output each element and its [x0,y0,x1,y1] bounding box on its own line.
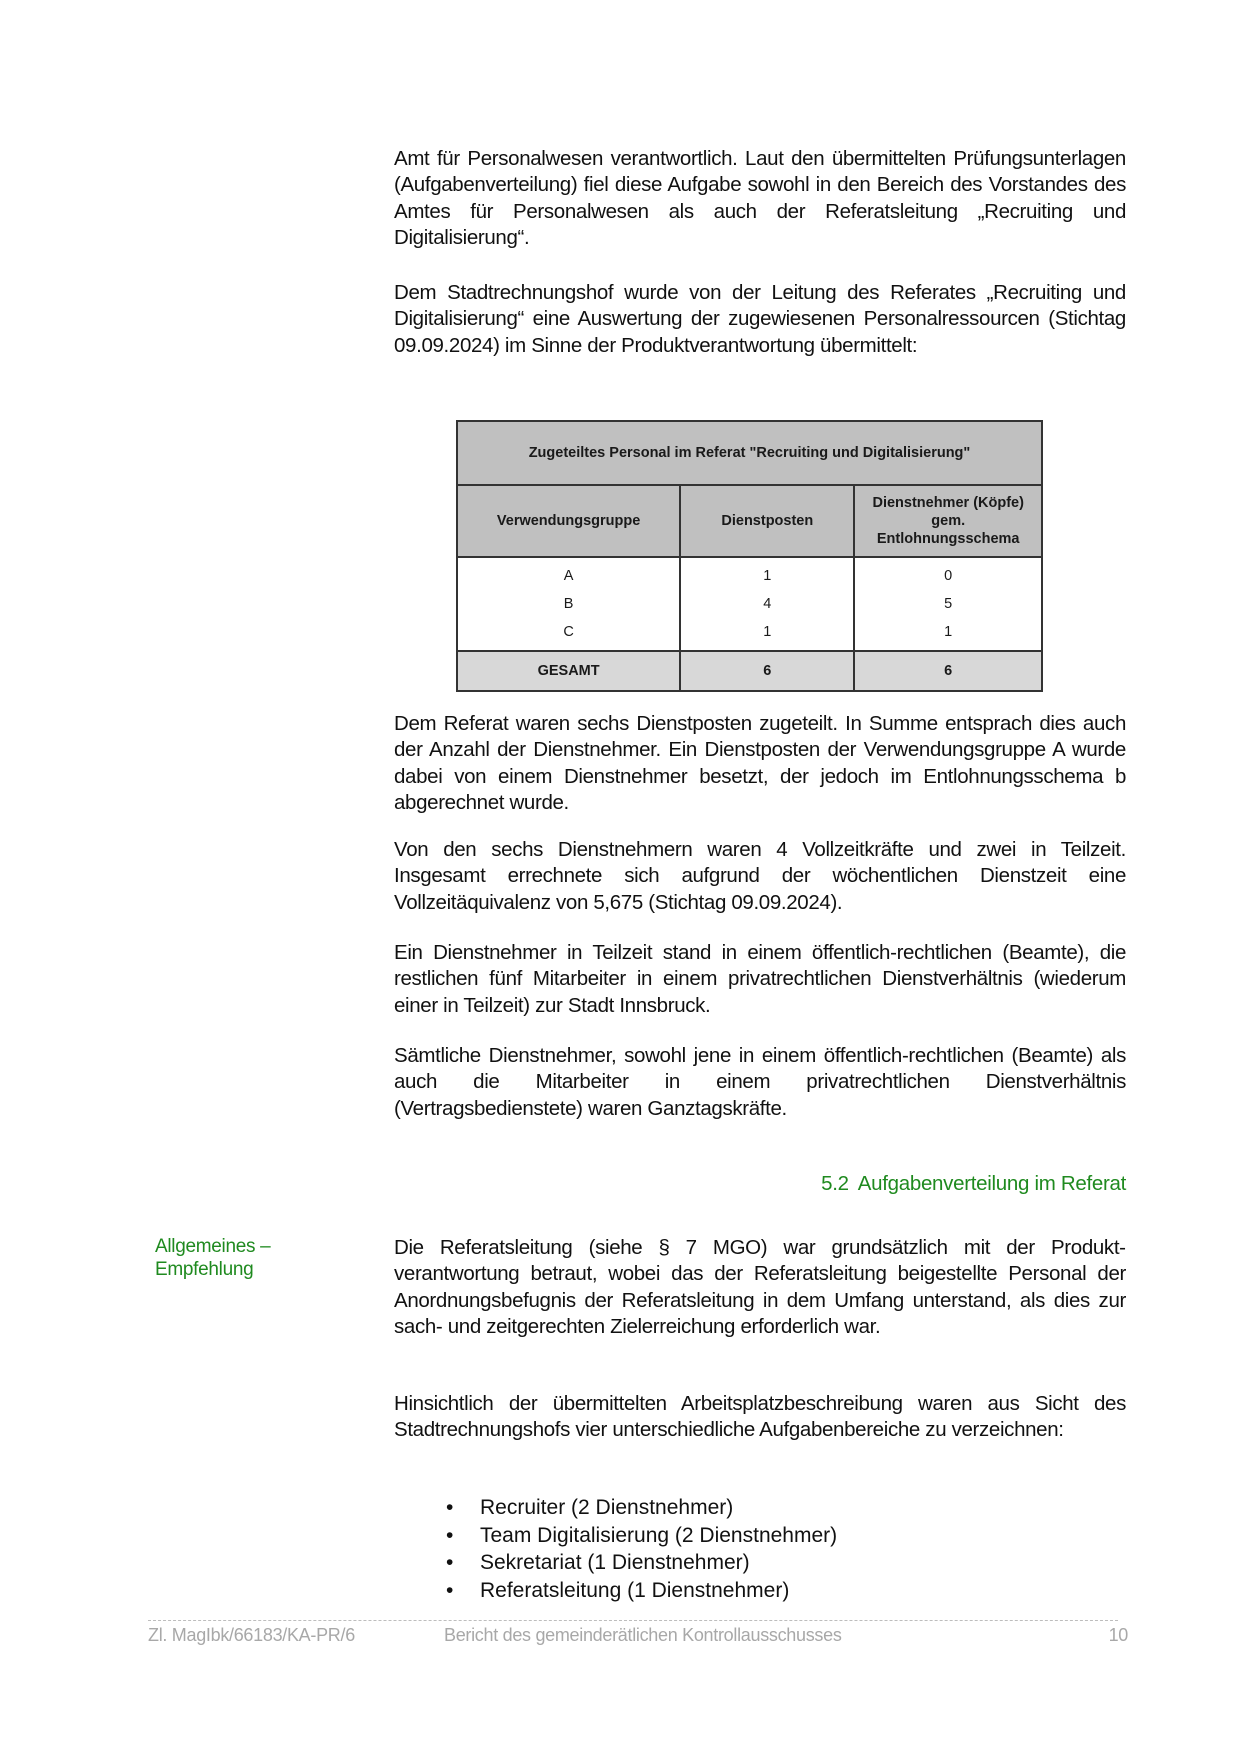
cell-employees: 1 [854,618,1042,651]
bullet-icon: • [446,1523,454,1547]
paragraph-posts-summary: Dem Referat waren sechs Dienstposten zugeteilt. In Summe entsprach dies auch der Anzahl der Dienstnehmer. Ein Dienstposten der Verwendungsgruppe A wurde dabei von einem Dienstnehmer besetzt, der jedoch im Entlohnungsschema b abgerechnet wurde. [394,712,1126,815]
list-item [394,1577,837,1605]
margin-note [155,1235,270,1281]
section-heading [821,1172,1126,1196]
table-total-row [457,651,1042,691]
personnel-table [456,420,1043,692]
cell-total-label: GESAMT [457,651,680,691]
paragraph-product-responsibility: Die Referatsleitung (siehe § 7 MGO) war grundsätzlich mit der Produktverantwortung betraut, wobei das der Referatsleitung beigestellte Personal der Anordnungsbefugnis der Referatsleitung in dem Umfang unterstand, als dies zur sach- und zeitgerechten Zielerreichung erforderlich war. [394,1236,1126,1339]
cell-group: B [457,590,680,618]
paragraph-responsibility: Amt für Personalwesen verantwortlich. Laut den übermittelten Prüfungsunterlagen (Aufgabenverteilung) fiel diese Aufgabe sowohl in den Bereich des Vorstandes des Amtes für Personalwesen als auch der Referatsleitung „Recruiting und Digitalisierung“. [394,147,1126,250]
cell-group: A [457,557,680,590]
bullet-icon: • [446,1551,454,1574]
cell-employees: 5 [854,590,1042,618]
list-item-text: Team Digitalisierung (2 Dienstnehmer) [480,1523,838,1547]
cell-posts: 1 [680,618,854,651]
paragraph-employment-relations: Ein Dienstnehmer in Teilzeit stand in einem öffentlich-rechtlichen (Beamte), die restlichen fünf Mitarbeiter in einem privatrechtlichen Dienstverhältnis (wiederum einer in Teilzeit) zur Stadt Innsbruck. [394,941,1126,1017]
header-line: Entlohnungsschema [876,531,1020,547]
section-title: Aufgabenverteilung im Referat [857,1172,1126,1195]
table-row [457,618,1042,651]
list-item [394,1549,837,1577]
cell-posts: 4 [680,590,854,618]
margin-note-line: Allgemeines – [155,1236,271,1257]
task-area-list [394,1494,837,1604]
table-row [457,557,1042,590]
column-header-dienstnehmer [854,485,1042,557]
section-number: 5.2 [821,1172,849,1195]
paragraph-evaluation-intro: Dem Stadtrechnungshof wurde von der Leitung des Referates „Recruiting und Digitalisierung“ eine Auswertung der zugewiesenen Personalressourcen (Stichtag 09.09.2024) im Sinne der Produktverantwortung übermittelt: [394,281,1126,357]
list-item-text: Recruiter (2 Dienstnehmer) [480,1496,734,1519]
cell-group: C [457,618,680,651]
list-item [394,1494,837,1522]
footer-divider [148,1620,1118,1621]
cell-employees: 0 [854,557,1042,590]
page-number: 10 [1108,1625,1128,1645]
paragraph-fullday-staff: Sämtliche Dienstnehmer, sowohl jene in einem öffentlich-rechtlichen (Beamte) als auch die Mitarbeiter in einem privatrechtlichen Dienstverhältnis (Vertragsbedienstete) waren Ganztagskräfte. [394,1044,1126,1120]
list-item-text: Sekretariat (1 Dienstnehmer) [480,1551,750,1574]
table-row [457,590,1042,618]
cell-total-employees: 6 [854,651,1042,691]
list-item-text: Referatsleitung (1 Dienstnehmer) [480,1578,790,1602]
footer-title: Bericht des gemeinderätlichen Kontrollausschusses [444,1625,842,1645]
bullet-icon: • [446,1578,454,1602]
margin-note-line: Empfehlung [155,1259,254,1280]
footer-reference: Zl. MagIbk/66183/KA-PR/6 [148,1625,355,1645]
list-item [394,1522,837,1550]
table-title: Zugeteiltes Personal im Referat "Recruiting und Digitalisierung" [457,421,1042,485]
column-header-dienstposten: Dienstposten [680,485,854,557]
table-header-row [457,485,1042,557]
cell-posts: 1 [680,557,854,590]
paragraph-task-areas-intro: Hinsichtlich der übermittelten Arbeitsplatzbeschreibung waren aus Sicht des Stadtrechnungshofs vier unterschiedliche Aufgabenbereiche zu verzeichnen: [394,1392,1126,1442]
cell-total-posts: 6 [680,651,854,691]
header-line: gem. [931,513,966,529]
table-title-row [457,421,1042,485]
paragraph-fulltime-equivalent: Von den sechs Dienstnehmern waren 4 Vollzeitkräfte und zwei in Teilzeit. Insgesamt errechnete sich aufgrund der wöchentlichen Dienstzeit eine Vollzeitäquivalenz von 5,675 (Stichtag 09.09.2024). [394,838,1126,914]
header-line: Dienstnehmer (Köpfe) [872,495,1024,511]
column-header-verwendungsgruppe: Verwendungsgruppe [457,485,680,557]
bullet-icon: • [446,1496,454,1519]
